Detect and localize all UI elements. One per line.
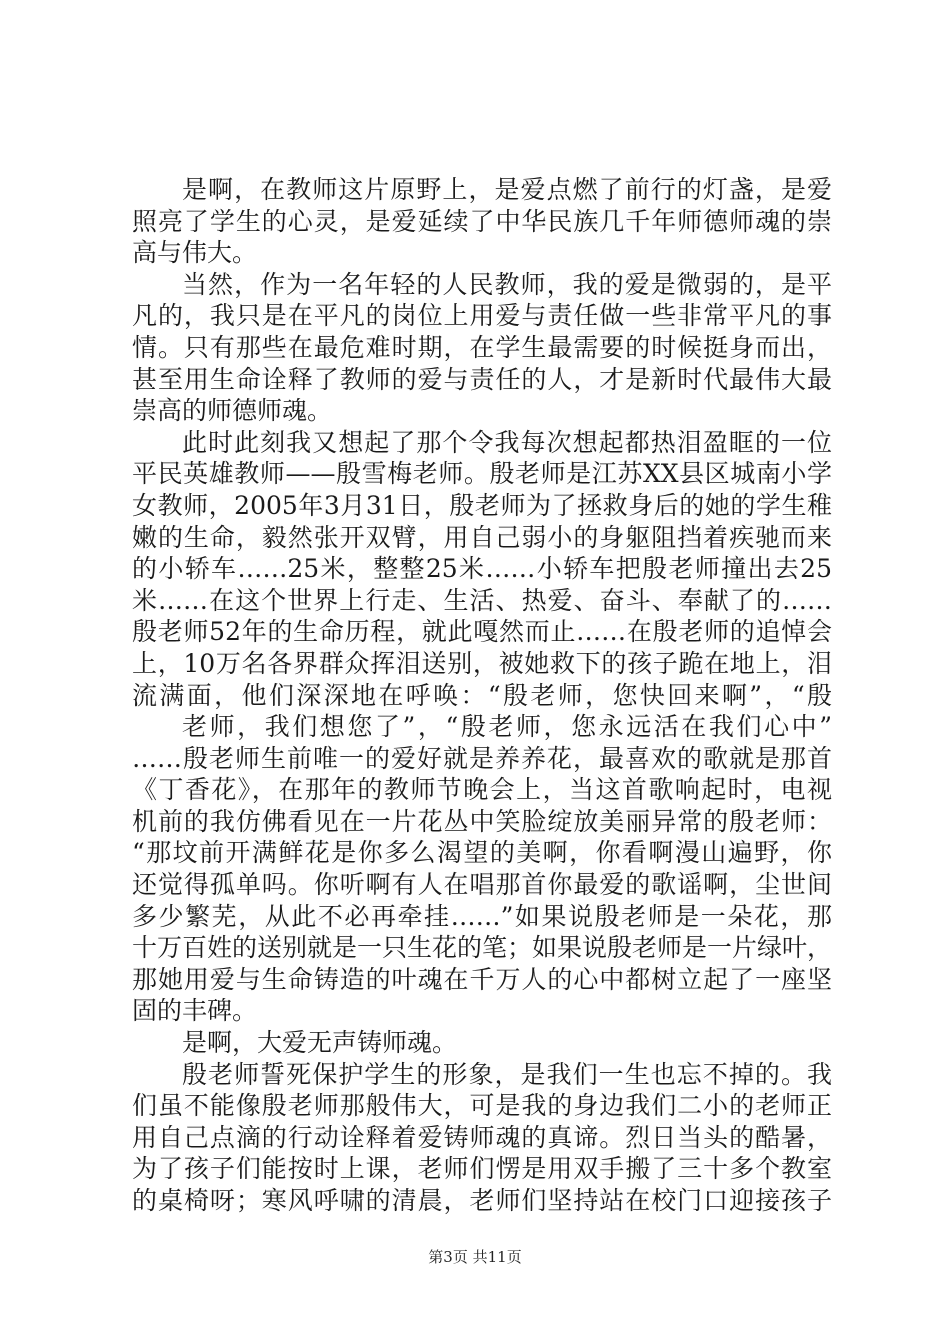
body-text (132, 174, 832, 1217)
text-line: ……殷老师生前唯一的爱好就是养养花，最喜欢的歌就是那首 (132, 743, 832, 773)
text-line: “那坟前开满鲜花是你多么渴望的美啊，你看啊漫山遍野，你 (132, 838, 832, 868)
text-line: 照亮了学生的心灵，是爱延续了中华民族几千年师德师魂的崇 (132, 206, 832, 236)
text-line: 们虽不能像殷老师那般伟大，可是我的身边我们二小的老师正 (132, 1091, 832, 1121)
text-line: 此时此刻我又想起了那个令我每次想起都热泪盈眶的一位 (182, 427, 832, 457)
text-line: 的小轿车……25米，整整25米……小轿车把殷老师撞出去25 (132, 554, 832, 584)
text-line: 流满面，他们深深地在呼唤：“殷老师，您快回来啊”，“殷 (132, 680, 832, 710)
text-line: 当然，作为一名年轻的人民教师，我的爱是微弱的，是平 (182, 269, 832, 299)
text-line: 用自己点滴的行动诠释着爱铸师魂的真谛。烈日当头的酷暑， (132, 1122, 832, 1152)
text-line: 崇高的师德师魂。 (132, 396, 333, 426)
text-line: 老师，我们想您了”，“殷老师，您永远活在我们心中” (182, 712, 832, 742)
text-line: 甚至用生命诠释了教师的爱与责任的人，才是新时代最伟大最 (132, 364, 832, 394)
text-line: 殷老师誓死保护学生的形象，是我们一生也忘不掉的。我 (182, 1059, 832, 1089)
text-line: 是啊，在教师这片原野上，是爱点燃了前行的灯盏，是爱 (182, 175, 832, 204)
text-line: 还觉得孤单吗。你听啊有人在唱那首你最爱的歌谣啊，尘世间 (132, 870, 832, 900)
text-line: 嫩的生命，毅然张开双臂，用自己弱小的身躯阻挡着疾驰而来 (132, 522, 832, 552)
page-number-footer: 第3页 共11页 (428, 1248, 522, 1266)
text-line: 为了孩子们能按时上课，老师们愣是用双手搬了三十多个教室 (132, 1154, 832, 1184)
text-line: 米……在这个世界上行走、生活、热爱、奋斗、奉献了的…… (132, 585, 832, 615)
text-line: 机前的我仿佛看见在一片花丛中笑脸绽放美丽异常的殷老师： (132, 806, 832, 836)
text-line: 那她用爱与生命铸造的叶魂在千万人的心中都树立起了一座坚 (132, 964, 832, 994)
text-line: 高与伟大。 (132, 238, 258, 268)
text-line: 凡的，我只是在平凡的岗位上用爱与责任做一些非常平凡的事 (132, 301, 832, 331)
text-line: 上，10万名各界群众挥泪送别，被她救下的孩子跪在地上，泪 (132, 648, 832, 678)
text-line: 是啊，大爱无声铸师魂。 (182, 1028, 458, 1058)
text-line: 固的丰碑。 (132, 996, 258, 1026)
text-line: 女教师，2005年3月31日，殷老师为了拯救身后的她的学生稚 (132, 490, 832, 520)
text-line: 殷老师52年的生命历程，就此嘎然而止……在殷老师的追悼会 (132, 617, 832, 647)
text-line: 的桌椅呀；寒风呼啸的清晨，老师们坚持站在校门口迎接孩子 (132, 1186, 832, 1215)
text-line: 平民英雄教师——殷雪梅老师。殷老师是江苏XX县区城南小学 (132, 459, 832, 489)
text-line: 情。只有那些在最危难时期，在学生最需要的时候挺身而出， (132, 332, 832, 362)
text-line: 多少繁芜，从此不必再牵挂……”如果说殷老师是一朵花，那 (132, 901, 832, 931)
text-line: 《丁香花》，在那年的教师节晚会上，当这首歌响起时，电视 (132, 775, 832, 805)
text-line: 十万百姓的送别就是一只生花的笔；如果说殷老师是一片绿叶， (132, 933, 832, 963)
